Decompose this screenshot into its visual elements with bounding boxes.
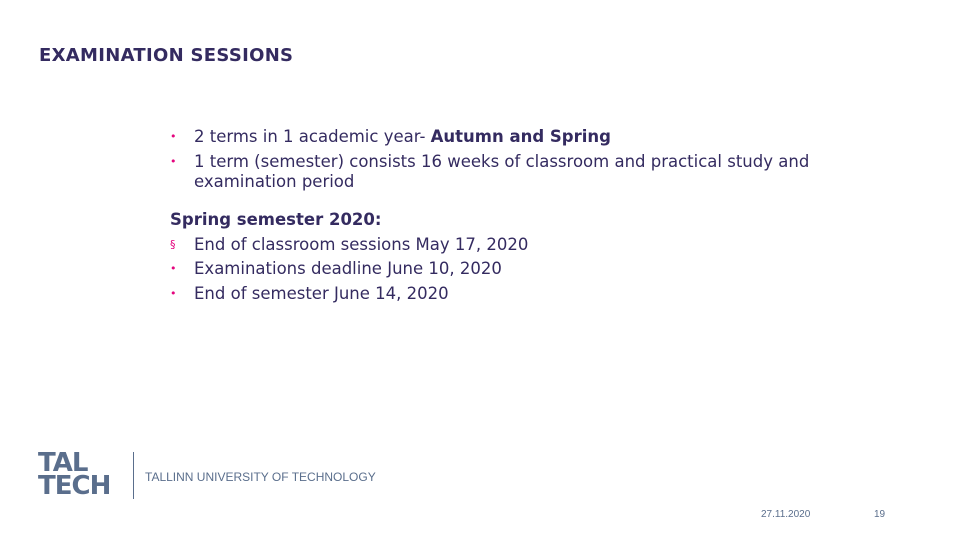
bullet-item-exam-deadline: [170, 259, 850, 279]
bullet-text: 1 term (semester) consists 16 weeks of classroom and practical study and examination period: [194, 151, 810, 191]
bullet-item-classroom-end: [170, 235, 850, 255]
bullet-text: Examinations deadline June 10, 2020: [194, 259, 502, 278]
bullet-marker: •: [170, 154, 177, 168]
bullet-item-semester: [170, 152, 850, 192]
bullet-item-terms: [170, 127, 850, 147]
bullet-item-semester-end: [170, 284, 850, 304]
slide-date: 27.11.2020: [761, 509, 811, 520]
taltech-logo: [38, 448, 111, 501]
logo-divider: [133, 452, 134, 499]
slide-content: [170, 127, 850, 308]
bullet-text: End of classroom sessions May 17, 2020: [194, 234, 529, 254]
page-number: 19: [874, 509, 886, 520]
logo-line-2: TECH: [38, 470, 111, 501]
bullet-marker: •: [170, 286, 177, 300]
bullet-bold-text: Autumn and Spring: [430, 127, 611, 146]
bullet-marker: •: [170, 130, 177, 143]
bullet-text: 2 terms in 1 academic year-: [194, 127, 431, 146]
bullet-marker: •: [170, 262, 177, 275]
bullet-marker: §: [170, 237, 176, 251]
bullet-text: End of semester June 14, 2020: [194, 283, 449, 303]
logo-line-1: TAL: [38, 448, 88, 478]
university-name: TALLINN UNIVERSITY OF TECHNOLOGY: [145, 470, 376, 484]
spring-semester-heading: Spring semester 2020:: [170, 210, 382, 229]
slide-title: EXAMINATION SESSIONS: [39, 45, 294, 66]
